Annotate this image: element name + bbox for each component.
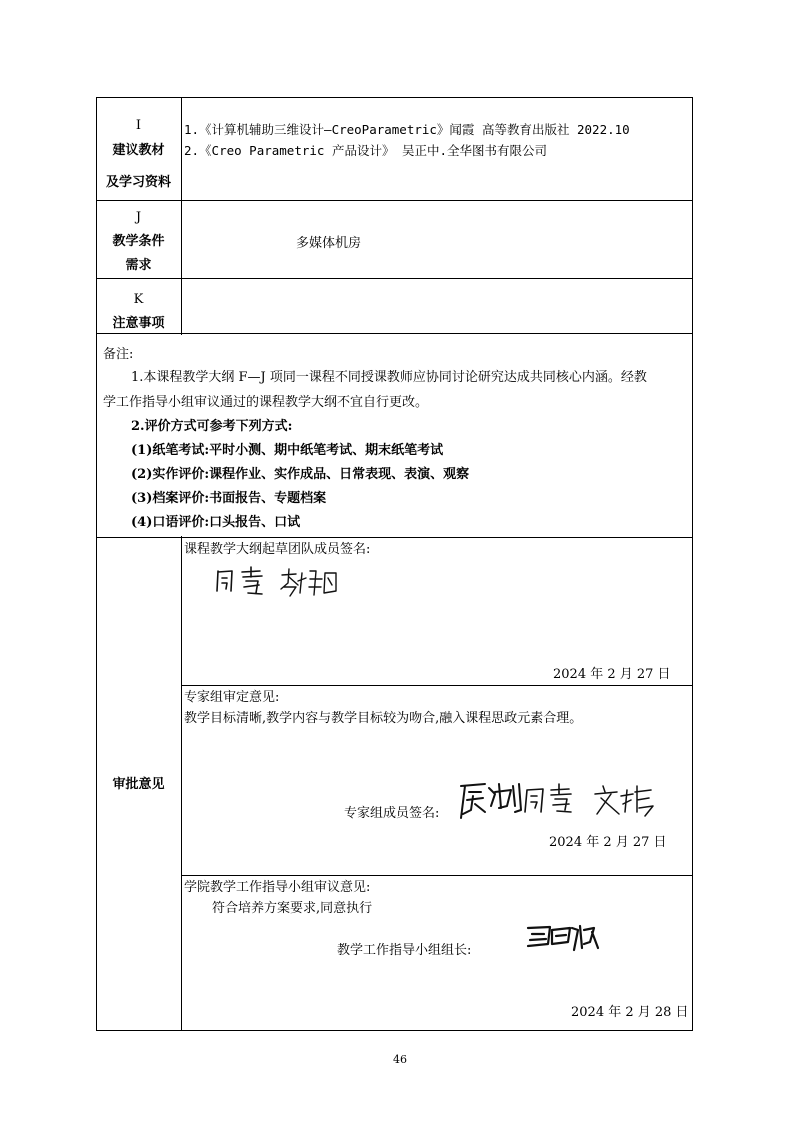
row-divider <box>181 685 693 686</box>
teaching-conditions: 多媒体机房 <box>296 236 362 251</box>
section-i-label-cont: 及学习资料 <box>105 175 171 190</box>
expert-signatures <box>455 778 665 822</box>
draft-team-date: 2024 年 2 月 27 日 <box>553 667 671 682</box>
draft-team-signature <box>210 563 360 599</box>
expert-opinion: 教学目标清晰,教学内容与教学目标较为吻合,融入课程思政元素合理。 <box>184 711 583 726</box>
row-divider <box>181 875 693 876</box>
section-i-code: I <box>135 118 142 133</box>
group-leader-signature <box>522 922 604 954</box>
evaluation-method: (1)纸笔考试:平时小测、期中纸笔考试、期末纸笔考试 <box>131 443 444 458</box>
expert-opinion-heading: 专家组审定意见: <box>184 690 280 705</box>
row-divider <box>96 333 693 334</box>
group-leader-label: 教学工作指导小组组长: <box>337 943 472 958</box>
notes-paragraph-cont: 学工作指导小组审议通过的课程教学大纲不宜自行更改。 <box>103 395 429 410</box>
college-opinion-heading: 学院教学工作指导小组审议意见: <box>184 880 371 895</box>
college-date: 2024 年 2 月 28 日 <box>571 1005 689 1020</box>
notes-paragraph: 1.本课程教学大纲 F—J 项同一课程不同授课教师应协同讨论研究达成共同核心内涵。经教 <box>131 370 647 385</box>
row-divider <box>96 200 693 201</box>
notes-heading: 备注: <box>103 347 134 362</box>
page-number: 46 <box>393 1053 407 1066</box>
approval-label: 审批意见 <box>112 777 165 792</box>
row-divider <box>96 278 693 279</box>
section-i-label: 建议教材 <box>112 143 165 158</box>
draft-team-heading: 课程教学大纲起草团队成员签名: <box>184 542 371 557</box>
section-k-label: 注意事项 <box>112 316 165 331</box>
label-column-divider <box>181 97 182 1031</box>
evaluation-method: (4)口语评价:口头报告、口试 <box>131 515 301 530</box>
section-j-label-cont: 需求 <box>125 258 152 273</box>
section-j-code: J <box>135 210 142 225</box>
expert-sign-label: 专家组成员签名: <box>344 806 440 821</box>
textbook-item: 2.《Creo Parametric 产品设计》 吴正中.全华图书有限公司 <box>184 143 548 158</box>
college-opinion: 符合培养方案要求,同意执行 <box>212 901 373 916</box>
evaluation-method: (2)实作评价:课程作业、实作成品、日常表现、表演、观察 <box>131 467 470 482</box>
evaluation-heading: 2.评价方式可参考下列方式: <box>131 419 293 434</box>
textbook-item: 1.《计算机辅助三维设计—CreoParametric》闻霞 高等教育出版社 2022.10 <box>184 122 630 137</box>
expert-date: 2024 年 2 月 27 日 <box>549 835 667 850</box>
section-k-code: K <box>133 292 144 307</box>
row-divider <box>96 537 693 538</box>
section-j-label: 教学条件 <box>112 234 165 249</box>
evaluation-method: (3)档案评价:书面报告、专题档案 <box>131 491 327 506</box>
